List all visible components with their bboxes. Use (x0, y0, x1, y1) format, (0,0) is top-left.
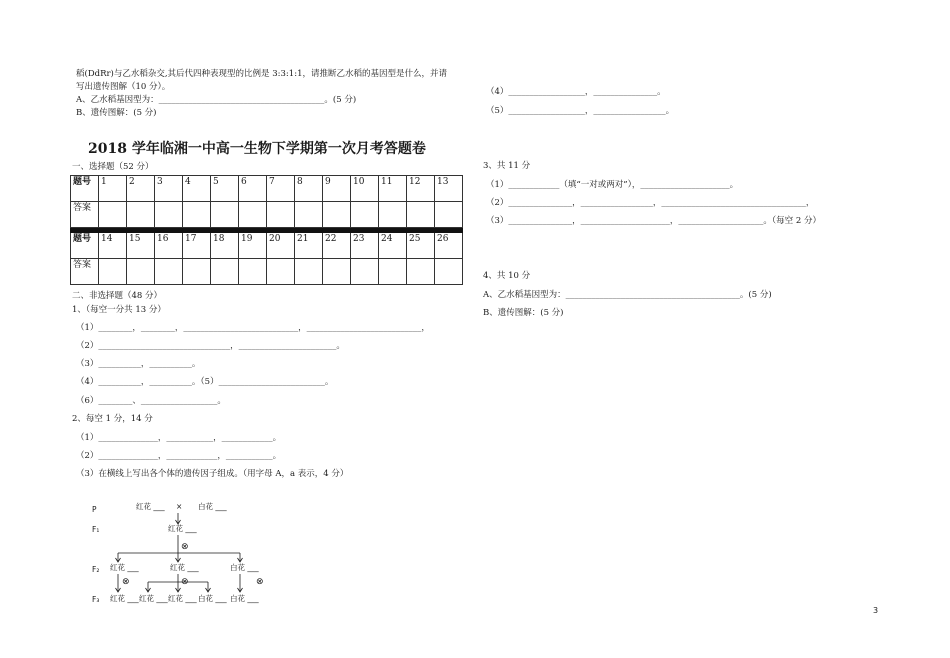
question-number: 14 (99, 233, 127, 259)
question-number: 22 (323, 233, 351, 259)
question-number: 11 (379, 176, 407, 202)
question-number: 2 (127, 176, 155, 202)
answer-cell[interactable] (211, 202, 239, 228)
answer-cell[interactable] (155, 259, 183, 285)
table-row-answer-1 (71, 202, 463, 228)
cross-symbol: × (176, 502, 183, 511)
generation-label-f3: F₃ (92, 595, 100, 604)
q1-line2[interactable]: （2）_______________________________，_______________________。 (76, 341, 345, 351)
genetic-diagram (80, 495, 280, 610)
answer-cell[interactable] (435, 259, 463, 285)
q1-line1[interactable]: （1）________，________，___________________________，___________________________， (76, 323, 430, 333)
q2-line3: （3）在横线上写出各个体的遗传因子组成。（用字母 A，a 表示，4 分） (76, 469, 349, 479)
self-symbol-f2-right: ⊗ (256, 577, 264, 587)
question-number: 10 (351, 176, 379, 202)
question-number: 7 (267, 176, 295, 202)
question-number: 25 (407, 233, 435, 259)
q3-line2[interactable]: （2）_______________，_________________，__________________________________， (486, 198, 815, 208)
answer-cell[interactable] (295, 259, 323, 285)
self-symbol-f1: ⊗ (181, 542, 189, 552)
q2-line1[interactable]: （1）______________，___________，____________。 (76, 433, 282, 443)
f3-red-3: 红花 ___ (168, 594, 197, 603)
q4-lineA[interactable]: A、乙水稻基因型为：_________________________________________。(5 分) (483, 290, 772, 300)
answer-cell[interactable] (351, 259, 379, 285)
prev-question-line2: 写出遗传图解（10 分）。 (76, 82, 171, 92)
f3-white-5: 白花 ___ (230, 594, 259, 603)
f3-red-1: 红花 ___ (110, 594, 139, 603)
answer-cell[interactable] (295, 202, 323, 228)
answer-cell[interactable] (267, 202, 295, 228)
answer-cell[interactable] (99, 259, 127, 285)
parent-red: 红花 ___ (136, 502, 165, 511)
page-number: 3 (873, 606, 879, 615)
answer-cell[interactable] (127, 202, 155, 228)
q3-line3[interactable]: （3）_______________，_____________________，____________________。（每空 2 分） (486, 216, 821, 226)
table-row-header-1 (71, 176, 463, 202)
question-number: 20 (267, 233, 295, 259)
question-number: 23 (351, 233, 379, 259)
answer-cell[interactable] (127, 259, 155, 285)
answer-label: 答案 (71, 259, 99, 285)
generation-label-p: P (92, 505, 97, 514)
answer-cell[interactable] (155, 202, 183, 228)
question-number: 5 (211, 176, 239, 202)
f2-white-right: 白花 ___ (230, 563, 259, 572)
question-number: 24 (379, 233, 407, 259)
f1-red: 红花 ___ (168, 524, 197, 533)
f2-red-left: 红花 ___ (110, 563, 139, 572)
self-symbol-f2-middle: ⊗ (181, 577, 189, 587)
self-symbol-f2-left: ⊗ (122, 577, 130, 587)
q4-lineB: B、遗传图解：(5 分) (483, 308, 564, 318)
prev-question-line1: 稻(DdRr)与乙水稻杂交,其后代四种表现型的比例是 3:3:1:1，请推断乙水稻的基因型是什么，并请 (76, 69, 447, 79)
answer-cell[interactable] (183, 202, 211, 228)
generation-label-f1: F₁ (92, 525, 100, 534)
question-number: 18 (211, 233, 239, 259)
answer-cell[interactable] (379, 202, 407, 228)
prev-question-lineB: B、遗传图解：(5 分) (76, 108, 157, 118)
q1-line3[interactable]: （3）__________，__________。 (76, 359, 201, 369)
header-label: 题号 (71, 233, 99, 259)
page-title: 2018 学年临湘一中高一生物下学期第一次月考答题卷 (88, 141, 426, 157)
answer-cell[interactable] (183, 259, 211, 285)
table-row-header-2 (71, 233, 463, 259)
f3-white-4: 白花 ___ (198, 594, 227, 603)
q1-line6[interactable]: （6）________、__________________。 (76, 396, 226, 406)
q1-heading: 1、（每空一分共 13 分） (72, 305, 166, 315)
parent-white: 白花 ___ (198, 502, 227, 511)
question-number: 12 (407, 176, 435, 202)
question-number: 8 (295, 176, 323, 202)
question-number: 1 (99, 176, 127, 202)
generation-label-f2: F₂ (92, 565, 100, 574)
answer-cell[interactable] (239, 202, 267, 228)
question-number: 16 (155, 233, 183, 259)
q2-line2[interactable]: （2）______________，____________，___________。 (76, 451, 282, 461)
section-choice-heading: 一、选择题（52 分） (72, 162, 154, 172)
table-row-answer-2 (71, 259, 463, 285)
answer-table (70, 175, 463, 285)
header-label: 题号 (71, 176, 99, 202)
question-number: 26 (435, 233, 463, 259)
prev-question-lineA: A、乙水稻基因型为：_______________________________________。(5 分) (76, 95, 357, 105)
question-number: 6 (239, 176, 267, 202)
f2-red-middle: 红花 ___ (170, 563, 199, 572)
answer-cell[interactable] (99, 202, 127, 228)
answer-cell[interactable] (435, 202, 463, 228)
answer-cell[interactable] (379, 259, 407, 285)
answer-cell[interactable] (323, 259, 351, 285)
answer-cell[interactable] (407, 259, 435, 285)
question-number: 9 (323, 176, 351, 202)
question-number: 15 (127, 233, 155, 259)
question-number: 13 (435, 176, 463, 202)
answer-cell[interactable] (407, 202, 435, 228)
answer-label: 答案 (71, 202, 99, 228)
answer-cell[interactable] (211, 259, 239, 285)
q2-heading: 2、每空 1 分，14 分 (72, 414, 153, 424)
answer-cell[interactable] (323, 202, 351, 228)
question-number: 21 (295, 233, 323, 259)
f3-red-2: 红花 ___ (139, 594, 168, 603)
right-q2-line4[interactable]: （4）__________________，_______________。 (486, 87, 666, 97)
question-number: 3 (155, 176, 183, 202)
q4-heading: 4、共 10 分 (483, 271, 531, 281)
q1-line4[interactable]: （4）__________，__________。（5）_________________________。 (76, 377, 334, 387)
q3-heading: 3、共 11 分 (483, 161, 531, 171)
right-q2-line5[interactable]: （5）__________________，_________________。 (486, 106, 675, 116)
question-number: 19 (239, 233, 267, 259)
q3-line1[interactable]: （1）____________（填“一对或两对”），_____________________。 (486, 180, 739, 190)
question-number: 4 (183, 176, 211, 202)
answer-cell[interactable] (267, 259, 295, 285)
section-nonchoice-heading: 二、非选择题（48 分） (72, 291, 163, 301)
answer-cell[interactable] (239, 259, 267, 285)
question-number: 17 (183, 233, 211, 259)
answer-cell[interactable] (351, 202, 379, 228)
